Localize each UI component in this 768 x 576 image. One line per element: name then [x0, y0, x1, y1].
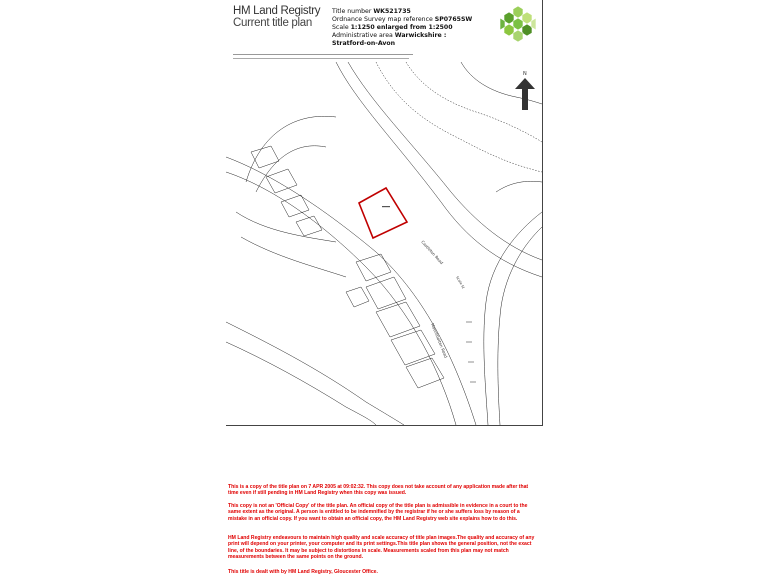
- scale-value: 1:1250 enlarged from 1:2500: [350, 24, 453, 31]
- road-label: Mountbatten Road: [430, 322, 449, 359]
- admin-area: Warwickshire :: [394, 32, 447, 39]
- road-label: Scale St: [455, 275, 466, 290]
- road-edge: [226, 342, 376, 425]
- os-ref: SP0765SW: [434, 16, 473, 23]
- building: [266, 169, 297, 193]
- north-label: N: [523, 71, 527, 77]
- boundary-line: [256, 146, 326, 192]
- hm-land-registry-logo-icon: [498, 4, 538, 44]
- admin-area-line2: Stratford-on-Avon: [332, 40, 396, 47]
- title-number-line: Title number WK521735: [332, 8, 411, 15]
- road-edge: [226, 172, 456, 425]
- road-edge: [226, 157, 476, 425]
- building: [296, 216, 322, 236]
- admin-area-line: Administrative area Warwickshire :: [332, 32, 447, 39]
- footer-official-copy: This copy is not an 'Official Copy' of the title plan. An official copy of the title plan is admissible in evidence in a court to the same extent as the original. A person is entitled to be indemnified by the registrar if he or she suffers loss by reason of a mistake in an official copy. If you want to obtain an official copy, the HM Land Registry web site explains how to do this.: [228, 503, 528, 522]
- parcel-label-mark: [382, 206, 390, 207]
- document-type: Current title plan: [233, 17, 312, 29]
- os-ref-line: Ordnance Survey map reference SP0765SW: [332, 16, 473, 23]
- building: [356, 254, 391, 281]
- road-edge: [498, 227, 542, 425]
- road-edge: [348, 62, 542, 260]
- building: [346, 287, 369, 307]
- copyright-notice: [233, 54, 413, 55]
- building: [391, 330, 435, 365]
- footer-accuracy: HM Land Registry endeavours to maintain high quality and scale accuracy of title plan images.The quality and accuracy of any print will depend on your printer, your computer and its print settings.This title plan shows the general position, not the exact line, of the boundaries. It may be subject to distortions in scale. Measurements scaled from this plan may not match measurements between the same points on the ground.: [228, 535, 535, 561]
- road-label: Castleton Road: [420, 239, 445, 266]
- footer-office: This title is dealt with by HM Land Registry, Gloucester Office.: [228, 569, 378, 575]
- copyright-notice-line2: [233, 58, 409, 59]
- road-edge: [484, 212, 542, 425]
- road-edge: [226, 322, 404, 425]
- north-arrow-icon: [514, 72, 536, 112]
- kerb-mark: [466, 322, 476, 382]
- scale-line: Scale 1:1250 enlarged from 1:2500: [332, 24, 453, 31]
- brand-name: HM Land Registry: [233, 5, 321, 17]
- building: [251, 146, 279, 168]
- title-boundary-red: [359, 188, 407, 238]
- boundary-line: [241, 237, 346, 277]
- title-plan-map: [226, 62, 542, 425]
- boundary-line: [496, 181, 542, 192]
- footer-copy-date: This is a copy of the title plan on 7 APR 2005 at 09:02:32. This copy does not take account of any application made after that time even if still pending in HM Land Registry when this copy was issued.: [228, 484, 529, 497]
- title-plan-sheet: [226, 0, 543, 426]
- title-number: WK521735: [373, 8, 411, 15]
